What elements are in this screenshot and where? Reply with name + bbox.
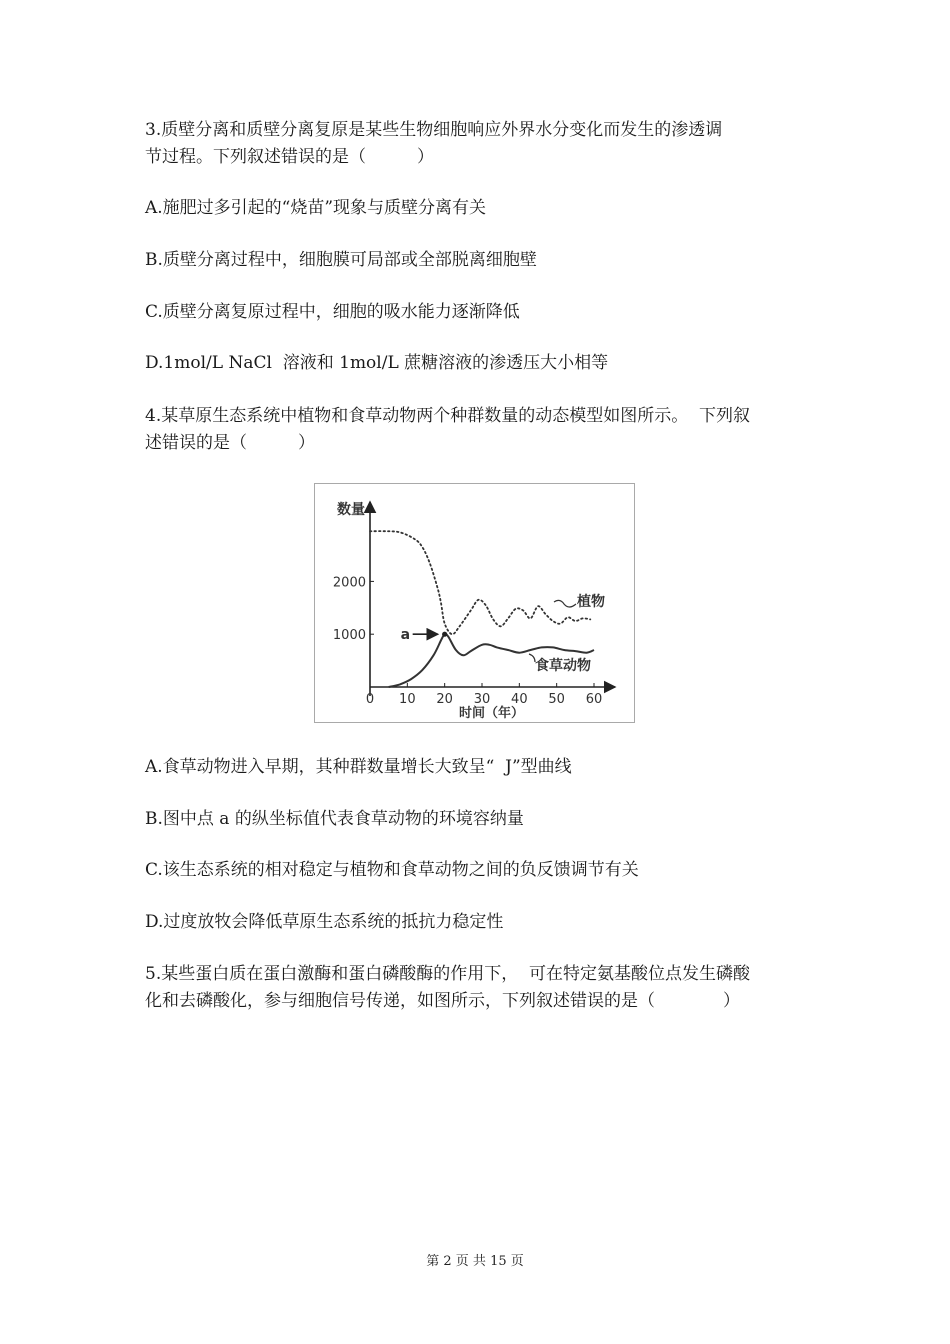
population-chart: [314, 483, 635, 723]
x-tick-label: 50: [548, 692, 565, 707]
y-axis-label: 数量: [337, 502, 365, 518]
y-tick-label: 1000: [332, 628, 366, 644]
q3-option-c: C.质壁分离复原过程中，细胞的吸水能力逐渐降低: [145, 302, 520, 322]
q4-option-d: D.过度放牧会降低草原生态系统的抵抗力稳定性: [145, 912, 504, 932]
q3-option-a: A.施肥过多引起的“烧苗”现象与质壁分离有关: [145, 198, 487, 218]
y-tick-label: 2000: [332, 575, 366, 591]
point-a-marker: [442, 632, 447, 637]
q5-stem-line-2: 化和去磷酸化，参与细胞信号传递，如图所示，下列叙述错误的是（ ）: [145, 991, 740, 1011]
q3-stem-line-2: 节过程。下列叙述错误的是（ ）: [145, 147, 434, 167]
x-tick-label: 20: [436, 692, 453, 707]
chart-series: [370, 531, 605, 687]
q4-stem-line-2: 述错误的是（ ）: [145, 433, 315, 453]
footer-prefix: 第: [426, 1254, 440, 1269]
x-tick-label: 60: [585, 692, 603, 707]
q4-option-b: B.图中点 a 的纵坐标值代表食草动物的环境容纳量: [145, 809, 524, 829]
q3-stem-line-1: 3.质壁分离和质壁分离复原是某些生物细胞响应外界水分变化而发生的渗透调: [145, 120, 723, 140]
q4-stem-line-1: 4.某草原生态系统中植物和食草动物两个种群数量的动态模型如图所示。 下列叙: [145, 406, 751, 426]
q3-option-b: B.质壁分离过程中，细胞膜可局部或全部脱离细胞壁: [145, 250, 537, 270]
footer-mid: 页 共: [455, 1254, 486, 1269]
q5-stem-line-1: 5.某些蛋白质在蛋白激酶和蛋白磷酸酶的作用下， 可在特定氨基酸位点发生磷酸: [145, 964, 751, 984]
plant-label-leader: [554, 600, 576, 607]
page-footer: [0, 1250, 950, 1269]
q3-option-d: D.1mol/L NaCl 溶液和 1mol/L 蔗糖溶液的渗透压大小相等: [145, 353, 609, 373]
point-a-label: a: [400, 627, 411, 644]
x-tick-label: 30: [473, 692, 491, 707]
x-axis-label: 时间（年）: [459, 706, 525, 721]
footer-suffix: 页: [510, 1254, 524, 1269]
plant-series-line: [370, 531, 590, 634]
population-chart-svg: [315, 484, 634, 722]
footer-page-number: 2: [443, 1254, 452, 1269]
q4-option-c: C.该生态系统的相对稳定与植物和食草动物之间的负反馈调节有关: [145, 860, 639, 880]
footer-total-pages: 15: [490, 1254, 507, 1269]
plant-series-name: 植物: [577, 594, 605, 610]
x-tick-label: 10: [399, 692, 416, 707]
q4-option-a: A.食草动物进入早期，其种群数量增长大致呈“ J”型曲线: [145, 757, 572, 777]
herbivore-series-name: 食草动物: [535, 658, 591, 674]
x-tick-label: 0: [365, 692, 375, 707]
x-tick-label: 40: [511, 692, 528, 707]
